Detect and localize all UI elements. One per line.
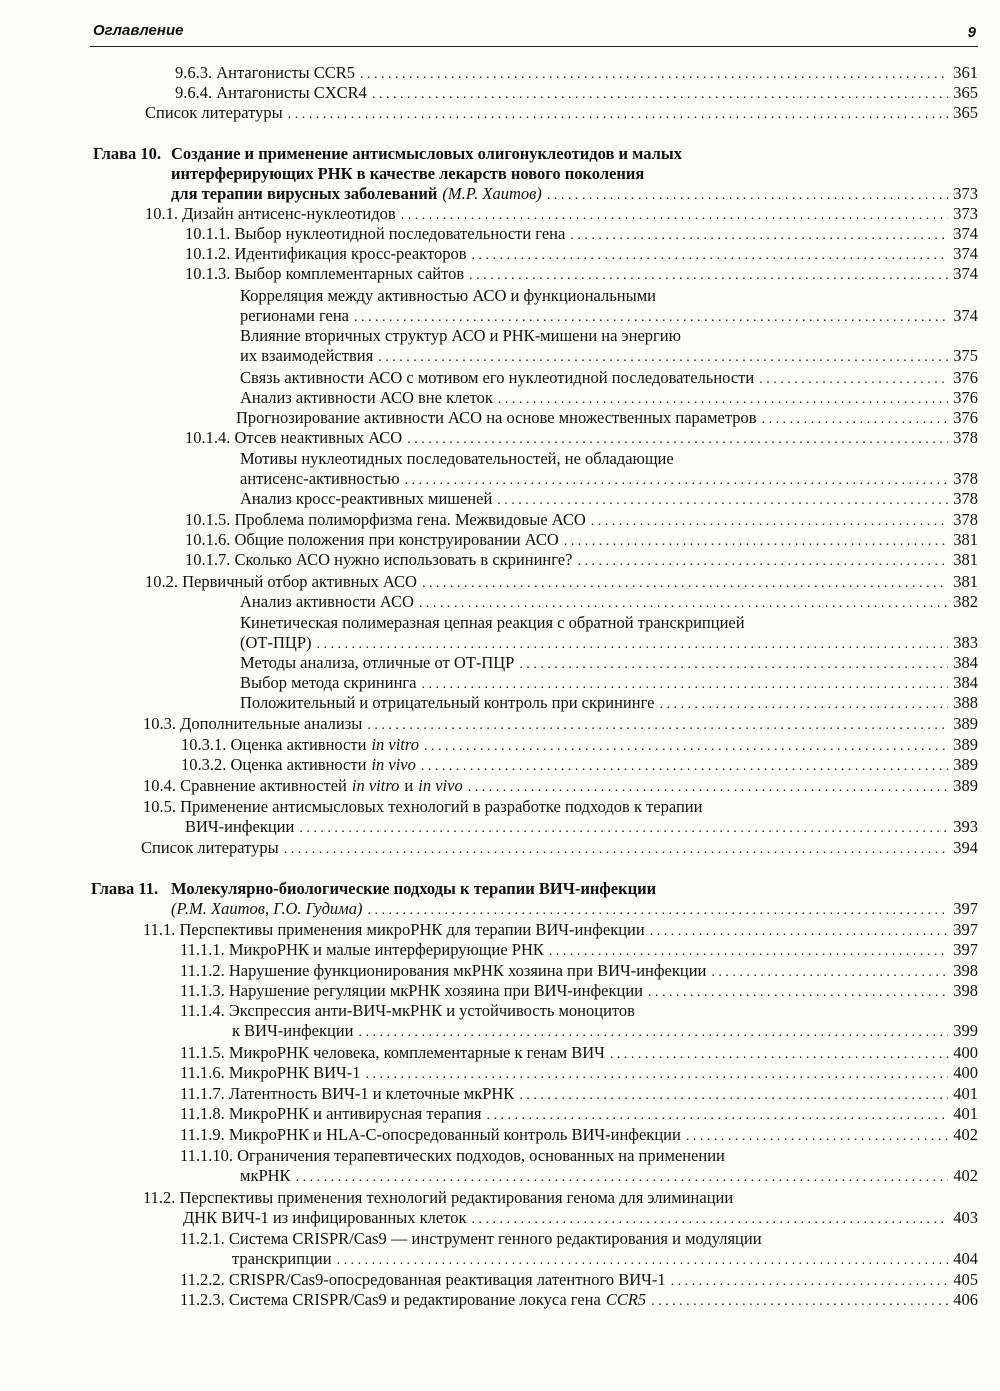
toc-entry-italic: in vivo xyxy=(418,776,463,795)
toc-entry-title: Список литературы xyxy=(145,103,283,122)
toc-entry[interactable] xyxy=(240,653,978,675)
toc-entry[interactable] xyxy=(240,489,978,511)
toc-entry-page: 389 xyxy=(953,776,978,795)
toc-entry[interactable] xyxy=(185,224,978,246)
toc-entry-title: Положительный и отрицательный контроль при скрининге xyxy=(240,693,655,712)
toc-entry[interactable] xyxy=(232,1021,978,1043)
toc-entry-page: 398 xyxy=(953,961,978,980)
toc-entry[interactable] xyxy=(180,981,978,1003)
toc-entry-page: 398 xyxy=(953,981,978,1000)
chapter-heading[interactable] xyxy=(93,144,978,164)
toc-entry-title: 10.3.1. Оценка активности xyxy=(181,735,367,754)
chapter-number: Глава 11. xyxy=(91,879,159,898)
toc-entry-title: 10.5. Применение антисмысловых технологий в разработке подходов к терапии xyxy=(143,797,703,816)
toc-entry[interactable] xyxy=(240,1166,978,1188)
chapter-authors: (Р.М. Хаитов, Г.О. Гудима) xyxy=(171,899,363,918)
toc-entry-title: 11.1.2. Нарушение функционирования мкРНК хозяина при ВИЧ-инфекции xyxy=(180,961,707,980)
toc-entry[interactable] xyxy=(240,673,978,695)
toc-entry-title: Прогнозирование активности АСО на основе множественных параметров xyxy=(236,408,757,427)
toc-entry[interactable] xyxy=(175,83,978,105)
toc-entry[interactable] xyxy=(180,1104,978,1126)
toc-entry-title: 11.1.1. МикроРНК и малые интерферирующие РНК xyxy=(180,940,544,959)
toc-entry[interactable] xyxy=(143,920,978,942)
toc-entry-conj: и xyxy=(404,776,414,795)
toc-entry-multiline xyxy=(143,1188,978,1208)
toc-entry[interactable] xyxy=(240,469,978,491)
toc-entry-page: 400 xyxy=(953,1043,978,1062)
toc-entry-page: 365 xyxy=(953,83,978,102)
toc-entry-page: 378 xyxy=(953,489,978,508)
toc-entry[interactable] xyxy=(145,103,978,125)
toc-entry-title: Анализ кросс-реактивных мишеней xyxy=(240,489,493,508)
toc-entry-page: 403 xyxy=(953,1208,978,1227)
toc-entry-title: 10.1.4. Отсев неактивных АСО xyxy=(185,428,403,447)
toc-entry-multiline xyxy=(240,449,978,469)
toc-entry[interactable] xyxy=(181,755,978,777)
toc-entry[interactable] xyxy=(183,1208,978,1230)
toc-entry-page: 402 xyxy=(953,1166,978,1185)
toc-entry-multiline xyxy=(240,613,978,633)
toc-entry-page: 401 xyxy=(953,1104,978,1123)
toc-entry[interactable] xyxy=(185,244,978,266)
toc-entry[interactable] xyxy=(180,1043,978,1065)
toc-entry-title: 10.4. Сравнение активностей xyxy=(143,776,347,795)
toc-entry[interactable] xyxy=(236,408,978,430)
toc-entry-title: 11.1.4. Экспрессия анти-ВИЧ-мкРНК и устойчивость моноцитов xyxy=(180,1001,635,1020)
toc-entry-page: 381 xyxy=(953,550,978,569)
toc-entry-page: 376 xyxy=(953,368,978,387)
toc-entry[interactable] xyxy=(240,693,978,715)
toc-entry-page: 378 xyxy=(953,428,978,447)
toc-entry-page: 389 xyxy=(953,735,978,754)
chapter-authors: (М.Р. Хаитов) xyxy=(442,184,542,203)
toc-entry-page: 399 xyxy=(953,1021,978,1040)
chapter-heading-cont xyxy=(171,164,978,184)
toc-entry[interactable] xyxy=(180,1270,978,1292)
toc-entry-page: 374 xyxy=(953,264,978,283)
toc-entry[interactable] xyxy=(181,735,978,757)
toc-entry-title: 10.1. Дизайн антисенс-нуклеотидов xyxy=(145,204,396,223)
toc-entry[interactable] xyxy=(143,714,978,736)
toc-entry-title: 11.2.1. Система CRISPR/Cas9 — инструмент генного редактирования и модуляции xyxy=(180,1229,762,1248)
toc-entry-title-cont: к ВИЧ-инфекции xyxy=(232,1021,354,1040)
toc-entry-page: 376 xyxy=(953,408,978,427)
chapter-number: Глава 10. xyxy=(93,144,162,163)
toc-entry-title: Кинетическая полимеразная цепная реакция с обратной транскрипцией xyxy=(240,613,745,632)
toc-entry-page: 389 xyxy=(953,755,978,774)
toc-entry[interactable] xyxy=(180,1290,978,1312)
toc-entry-title: 10.3. Дополнительные анализы xyxy=(143,714,363,733)
toc-entry-title: 11.2.2. CRISPR/Cas9-опосредованная реактивация латентного ВИЧ-1 xyxy=(180,1270,666,1289)
toc-entry-italic: in vivo xyxy=(371,755,416,774)
toc-entry-title-cont: ДНК ВИЧ-1 из инфицированных клеток xyxy=(183,1208,467,1227)
chapter-heading-cont[interactable] xyxy=(171,184,978,206)
toc-entry-title-cont: антисенс-активностью xyxy=(240,469,400,488)
toc-entry-title-cont: мкРНК xyxy=(240,1166,291,1185)
toc-entry-italic: in vitro xyxy=(371,735,419,754)
toc-entry-title-cont: (ОТ-ПЦР) xyxy=(240,633,312,652)
toc-entry-title: Мотивы нуклеотидных последовательностей, не обладающие xyxy=(240,449,674,468)
toc-entry-page: 394 xyxy=(953,838,978,857)
toc-entry-page: 375 xyxy=(953,346,978,365)
toc-entry-title: Влияние вторичных структур АСО и РНК-мишени на энергию xyxy=(240,326,681,345)
toc-entry[interactable] xyxy=(143,776,978,798)
toc-entry-title: 11.1.6. МикроРНК ВИЧ-1 xyxy=(180,1063,361,1082)
toc-entry-page: 384 xyxy=(953,673,978,692)
header-rule xyxy=(90,46,978,47)
toc-entry-title: Список литературы xyxy=(141,838,279,857)
toc-entry-page: 376 xyxy=(953,388,978,407)
toc-entry-page: 373 xyxy=(953,184,978,203)
toc-entry[interactable] xyxy=(180,940,978,962)
toc-entry-page: 378 xyxy=(953,469,978,488)
toc-entry[interactable] xyxy=(180,1125,978,1147)
toc-entry-title: Выбор метода скрининга xyxy=(240,673,417,692)
toc-entry-title: 11.1.8. МикроРНК и антивирусная терапия xyxy=(180,1104,482,1123)
toc-entry-page: 381 xyxy=(953,530,978,549)
toc-entry-title: 11.1.10. Ограничения терапевтических подходов, основанных на применении xyxy=(180,1146,725,1165)
toc-entry-title: 10.1.3. Выбор комплементарных сайтов xyxy=(185,264,465,283)
toc-entry-title: 11.1.9. МикроРНК и HLA-C-опосредованный контроль ВИЧ-инфекции xyxy=(180,1125,681,1144)
toc-entry-page: 361 xyxy=(953,63,978,82)
toc-entry-page: 383 xyxy=(953,633,978,652)
toc-entry[interactable] xyxy=(232,1249,978,1271)
toc-entry-page: 374 xyxy=(953,244,978,263)
toc-entry-title: Анализ активности АСО xyxy=(240,592,414,611)
toc-entry-page: 365 xyxy=(953,103,978,122)
toc-entry-page: 400 xyxy=(953,1063,978,1082)
toc-entry-title: 11.2.3. Система CRISPR/Cas9 и редактирование локуса гена xyxy=(180,1290,601,1309)
toc-entry[interactable] xyxy=(185,550,978,572)
toc-entry[interactable] xyxy=(175,63,978,85)
chapter-heading[interactable] xyxy=(91,879,978,899)
toc-entry-page: 382 xyxy=(953,592,978,611)
chapter-title-line3: для терапии вирусных заболеваний xyxy=(171,184,438,203)
toc-entry[interactable] xyxy=(145,204,978,226)
chapter-title-line1: Создание и применение антисмысловых олигонуклеотидов и малых xyxy=(171,144,683,163)
toc-entry-multiline xyxy=(240,326,978,346)
toc-entry-multiline xyxy=(180,1229,978,1249)
toc-entry[interactable] xyxy=(240,388,978,410)
toc-entry-multiline xyxy=(180,1146,978,1166)
toc-entry-multiline xyxy=(180,1001,978,1021)
toc-entry-page: 393 xyxy=(953,817,978,836)
toc-entry[interactable] xyxy=(240,368,978,390)
toc-entry[interactable] xyxy=(180,1063,978,1085)
toc-entry-page: 374 xyxy=(953,306,978,325)
toc-entry-title: 11.1.7. Латентность ВИЧ-1 и клеточные мкРНК xyxy=(180,1084,515,1103)
chapter-heading-cont[interactable] xyxy=(171,899,978,921)
toc-entry[interactable] xyxy=(141,838,978,860)
toc-entry[interactable] xyxy=(240,306,978,328)
toc-entry-italic: CCR5 xyxy=(605,1290,647,1309)
toc-entry-title: Анализ активности АСО вне клеток xyxy=(240,388,493,407)
toc-entry[interactable] xyxy=(185,428,978,450)
toc-entry-page: 397 xyxy=(953,940,978,959)
toc-entry-title-cont: транскрипции xyxy=(232,1249,332,1268)
toc-entry-page: 397 xyxy=(953,899,978,918)
toc-entry-title: Корреляция между активностью АСО и функциональными xyxy=(240,286,656,305)
toc-entry-multiline xyxy=(240,286,978,306)
toc-entry-page: 384 xyxy=(953,653,978,672)
toc-entry[interactable] xyxy=(180,961,978,983)
page-number: 9 xyxy=(967,24,976,41)
toc-entry-title-cont: их взаимодействия xyxy=(240,346,374,365)
toc-entry-title: 10.1.5. Проблема полиморфизма гена. Межвидовые АСО xyxy=(185,510,586,529)
toc-entry-italic: in vitro xyxy=(351,776,400,795)
toc-entry-title: 11.1.5. МикроРНК человека, комплементарные к генам ВИЧ xyxy=(180,1043,605,1062)
toc-entry-title: 11.1.3. Нарушение регуляции мкРНК хозяина при ВИЧ-инфекции xyxy=(180,981,643,1000)
toc-entry-title: 10.2. Первичный отбор активных АСО xyxy=(145,572,417,591)
toc-entry-page: 397 xyxy=(953,920,978,939)
toc-entry-title: 10.1.7. Сколько АСО нужно использовать в скрининге? xyxy=(185,550,573,569)
toc-entry-title: 10.3.2. Оценка активности xyxy=(181,755,367,774)
toc-entry-page: 402 xyxy=(953,1125,978,1144)
toc-entry-title: 11.1. Перспективы применения микроРНК для терапии ВИЧ-инфекции xyxy=(143,920,645,939)
toc-entry-page: 374 xyxy=(953,224,978,243)
chapter-title-line1: Молекулярно-биологические подходы к терапии ВИЧ-инфекции xyxy=(171,879,657,898)
toc-entry[interactable] xyxy=(185,510,978,532)
toc-entry-page: 406 xyxy=(953,1290,978,1309)
toc-entry[interactable] xyxy=(185,530,978,552)
toc-entry-page: 405 xyxy=(953,1270,978,1289)
toc-entry[interactable] xyxy=(240,633,978,655)
toc-entry[interactable] xyxy=(180,1084,978,1106)
toc-entry-page: 401 xyxy=(953,1084,978,1103)
toc-entry-title: 9.6.3. Антагонисты CCR5 xyxy=(175,63,356,82)
toc-entry[interactable] xyxy=(240,346,978,368)
toc-entry[interactable] xyxy=(185,817,978,839)
chapter-title-line2: интерферирующих РНК в качестве лекарств нового поколения xyxy=(171,164,645,183)
toc-entry[interactable] xyxy=(185,264,978,286)
toc-entry-title: 9.6.4. Антагонисты CXCR4 xyxy=(175,83,367,102)
toc-entry-title: 10.1.2. Идентификация кросс-реакторов xyxy=(185,244,467,263)
toc-entry-page: 373 xyxy=(953,204,978,223)
toc-entry-title: 10.1.1. Выбор нуклеотидной последовательности гена xyxy=(185,224,566,243)
toc-entry-title: 10.1.6. Общие положения при конструировании АСО xyxy=(185,530,559,549)
toc-entry-page: 389 xyxy=(953,714,978,733)
toc-entry-page: 378 xyxy=(953,510,978,529)
toc-entry-page: 381 xyxy=(953,572,978,591)
toc-entry-title-cont: регионами гена xyxy=(240,306,349,325)
toc-entry[interactable] xyxy=(145,572,978,594)
toc-entry-page: 388 xyxy=(953,693,978,712)
toc-entry-page: 404 xyxy=(953,1249,978,1268)
toc-entry-title: Методы анализа, отличные от ОТ-ПЦР xyxy=(240,653,515,672)
toc-entry-multiline xyxy=(143,797,978,817)
toc-entry-title: Связь активности АСО с мотивом его нуклеотидной последовательности xyxy=(240,368,755,387)
running-header-title: Оглавление xyxy=(93,22,184,39)
toc-entry-title-cont: ВИЧ-инфекции xyxy=(185,817,295,836)
toc-entry-title: 11.2. Перспективы применения технологий редактирования генома для элиминации xyxy=(143,1188,734,1207)
toc-entry[interactable] xyxy=(240,592,978,614)
